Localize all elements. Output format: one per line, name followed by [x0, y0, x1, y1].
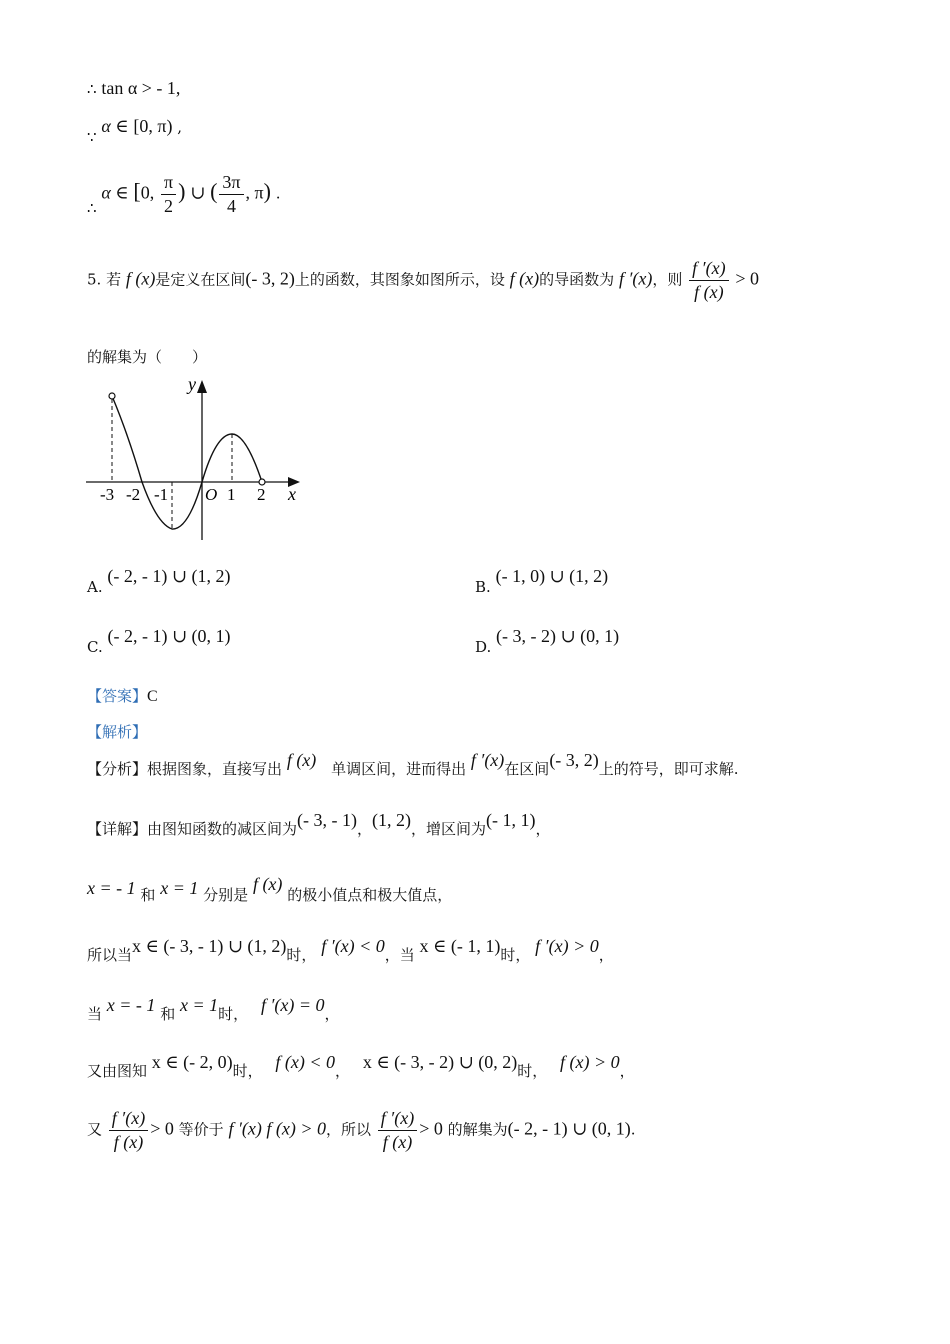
greater-than-zero: > 0: [735, 268, 760, 289]
option-a[interactable]: [87, 566, 231, 596]
detail-line-2: [87, 874, 453, 904]
y-axis-arrow-icon: [197, 380, 207, 393]
question-5: [87, 258, 759, 303]
detail-text: 时，: [286, 946, 317, 964]
y-axis-label: y: [188, 374, 196, 394]
detail-text: ，: [335, 1062, 351, 1080]
period: .: [275, 184, 281, 203]
detail-line-5: [87, 1052, 635, 1080]
detail-text: 和: [160, 1005, 176, 1023]
detail-text: 分别是: [203, 886, 249, 904]
detail-text: 时，: [218, 1005, 249, 1023]
derivative: f ′(x): [618, 268, 653, 289]
therefore-symbol: ∴: [87, 198, 97, 217]
detail-text: 由图知函数的减区间为: [147, 820, 298, 838]
math-condition: x = - 1: [106, 995, 156, 1015]
paren-close: ): [263, 178, 271, 204]
fraction-pi-over-2: $\frac{\pi}{2}$: [161, 172, 176, 217]
tick-label: -2: [126, 485, 141, 504]
math-condition: f (x) < 0: [275, 1052, 336, 1072]
detail-line-4: [87, 995, 340, 1023]
question-5-line2: 的解集为（ ）: [87, 348, 208, 366]
solution-set: (- 2, - 1) ∪ (0, 1): [507, 1118, 631, 1139]
greater-than-zero: > 0: [150, 1118, 174, 1139]
detail-text: ，当: [384, 946, 415, 964]
detail-line-6: [87, 1108, 636, 1153]
detail-text: ，: [598, 946, 614, 964]
detail-text: 当: [87, 1005, 103, 1023]
option-d[interactable]: [475, 626, 620, 656]
option-b-label: B.: [475, 578, 491, 596]
detail-text: 和: [140, 886, 156, 904]
tick-label: -1: [154, 485, 169, 504]
increasing-interval: (- 1, 1): [486, 810, 536, 830]
detail-text: 时，: [517, 1062, 548, 1080]
analysis-label: 【解析】: [87, 723, 148, 741]
detail-text: ，所以: [326, 1120, 372, 1139]
math-condition: x ∈ (- 3, - 1) ∪ (1, 2): [132, 936, 287, 956]
tick-label: -3: [100, 485, 115, 504]
ratio-fraction: $\frac{f '(x)}{f (x)}$: [378, 1108, 417, 1153]
step-alpha-result: [87, 172, 280, 217]
ratio-fraction: $\frac{f '(x)}{f (x)}$: [109, 1108, 148, 1153]
function-graph: [82, 372, 312, 544]
x-axis-label: x: [288, 484, 296, 504]
fx: f (x): [125, 268, 156, 289]
option-b-value: (- 1, 0) ∪ (1, 2): [495, 566, 609, 586]
answer-value: C: [147, 688, 158, 705]
question-text: 是定义在区间: [155, 270, 246, 289]
math-condition: x ∈ (- 3, - 2) ∪ (0, 2): [362, 1052, 518, 1072]
math-condition: f ′(x) < 0: [321, 936, 385, 956]
ratio-fraction: $\frac{f '(x)}{f (x)}$: [689, 258, 728, 303]
detail-text: ，: [324, 1005, 340, 1023]
detail-text: 的极小值点和极大值点，: [287, 886, 453, 904]
bracket-open: [: [133, 178, 141, 204]
domain-interval: (- 3, 2): [549, 750, 599, 770]
greater-than-zero: > 0: [419, 1118, 443, 1139]
detail-text: 等价于: [178, 1120, 224, 1139]
detail-text: 所以当: [87, 946, 133, 964]
detail-text: 的解集为: [447, 1120, 508, 1139]
option-c[interactable]: [87, 626, 231, 656]
detail-text: 又: [87, 1120, 103, 1139]
fenxi-label: 【分析】: [87, 760, 148, 778]
answer-line: [87, 685, 158, 706]
comma: ，: [535, 820, 551, 838]
alpha-in: α ∈: [101, 182, 129, 203]
product-inequality: f ′(x) f (x) > 0: [228, 1118, 326, 1139]
math-condition: f ′(x) = 0: [260, 995, 325, 1015]
paren-close: ): [178, 178, 186, 204]
detail-text: 时，: [500, 946, 531, 964]
fenxi-text: 上的符号，即可求解.: [598, 760, 739, 778]
detail-text: ，增区间为: [411, 820, 487, 838]
curve: [112, 396, 262, 529]
detail-line-3: [87, 936, 614, 964]
origin-label: O: [205, 485, 218, 504]
alpha-interval: [0, π): [133, 116, 173, 136]
fenxi-text: 在区间: [504, 760, 550, 778]
paren-open: (: [210, 178, 218, 204]
zero: 0,: [140, 182, 155, 203]
fx: f (x): [509, 268, 540, 289]
detail-line-1: [87, 810, 551, 839]
option-c-value: (- 2, - 1) ∪ (0, 1): [107, 626, 231, 646]
option-d-label: D.: [475, 638, 492, 656]
tick-label: 2: [257, 485, 266, 504]
union-symbol: ∪: [190, 182, 206, 203]
therefore-symbol: ∴: [87, 80, 97, 98]
comma: ，: [357, 820, 373, 838]
alpha-in: α ∈: [101, 116, 129, 136]
option-a-value: (- 2, - 1) ∪ (1, 2): [107, 566, 231, 586]
tick-label: 1: [227, 485, 236, 504]
answer-label: 【答案】: [87, 687, 148, 705]
fenxi-text: 单调区间，进而得出: [331, 760, 467, 778]
x-eq-minus-1: x = - 1: [87, 878, 136, 898]
option-d-value: (- 3, - 2) ∪ (0, 1): [496, 626, 620, 646]
analysis-header: [87, 721, 147, 742]
decreasing-interval-2: (1, 2): [372, 810, 412, 830]
question-text: 的导函数为: [539, 270, 615, 289]
math-condition: x ∈ (- 2, 0): [151, 1052, 233, 1072]
detail-text: ，: [619, 1062, 635, 1080]
tan-inequality: tan α > - 1,: [101, 78, 181, 98]
comma: ,: [177, 118, 183, 136]
question-text: ，则: [652, 270, 683, 289]
detail-label: 【详解】: [87, 820, 148, 838]
decreasing-interval-1: (- 3, - 1): [297, 810, 358, 830]
fx: f (x): [252, 874, 283, 894]
fx: f (x): [286, 750, 317, 770]
option-a-label: A.: [87, 578, 103, 596]
option-b[interactable]: [475, 566, 609, 596]
open-endpoint-left: [109, 393, 115, 399]
because-symbol: ∵: [87, 128, 97, 146]
fenxi-line: [87, 750, 739, 779]
question-text: 上的函数，其图象如图所示，设: [294, 270, 505, 289]
detail-text: 时，: [232, 1062, 263, 1080]
step-alpha-range: [87, 116, 183, 146]
step-tan-alpha: [87, 78, 180, 99]
derivative: f ′(x): [470, 750, 505, 770]
detail-text: 又由图知: [87, 1062, 148, 1080]
option-c-label: C.: [87, 638, 103, 656]
math-condition: x ∈ (- 1, 1): [419, 936, 501, 956]
fraction-3pi-over-4: $\frac{3\pi}{4}$: [219, 172, 243, 217]
math-condition: x = 1: [180, 995, 219, 1015]
math-condition: f ′(x) > 0: [535, 936, 599, 956]
question-number: 5. 若: [87, 270, 122, 289]
domain-interval: (- 3, 2): [245, 268, 295, 289]
x-eq-1: x = 1: [160, 878, 199, 898]
pi: , π: [245, 182, 264, 203]
fenxi-text: 根据图象，直接写出: [147, 760, 283, 778]
period: .: [630, 1120, 636, 1139]
math-condition: f (x) > 0: [560, 1052, 620, 1072]
